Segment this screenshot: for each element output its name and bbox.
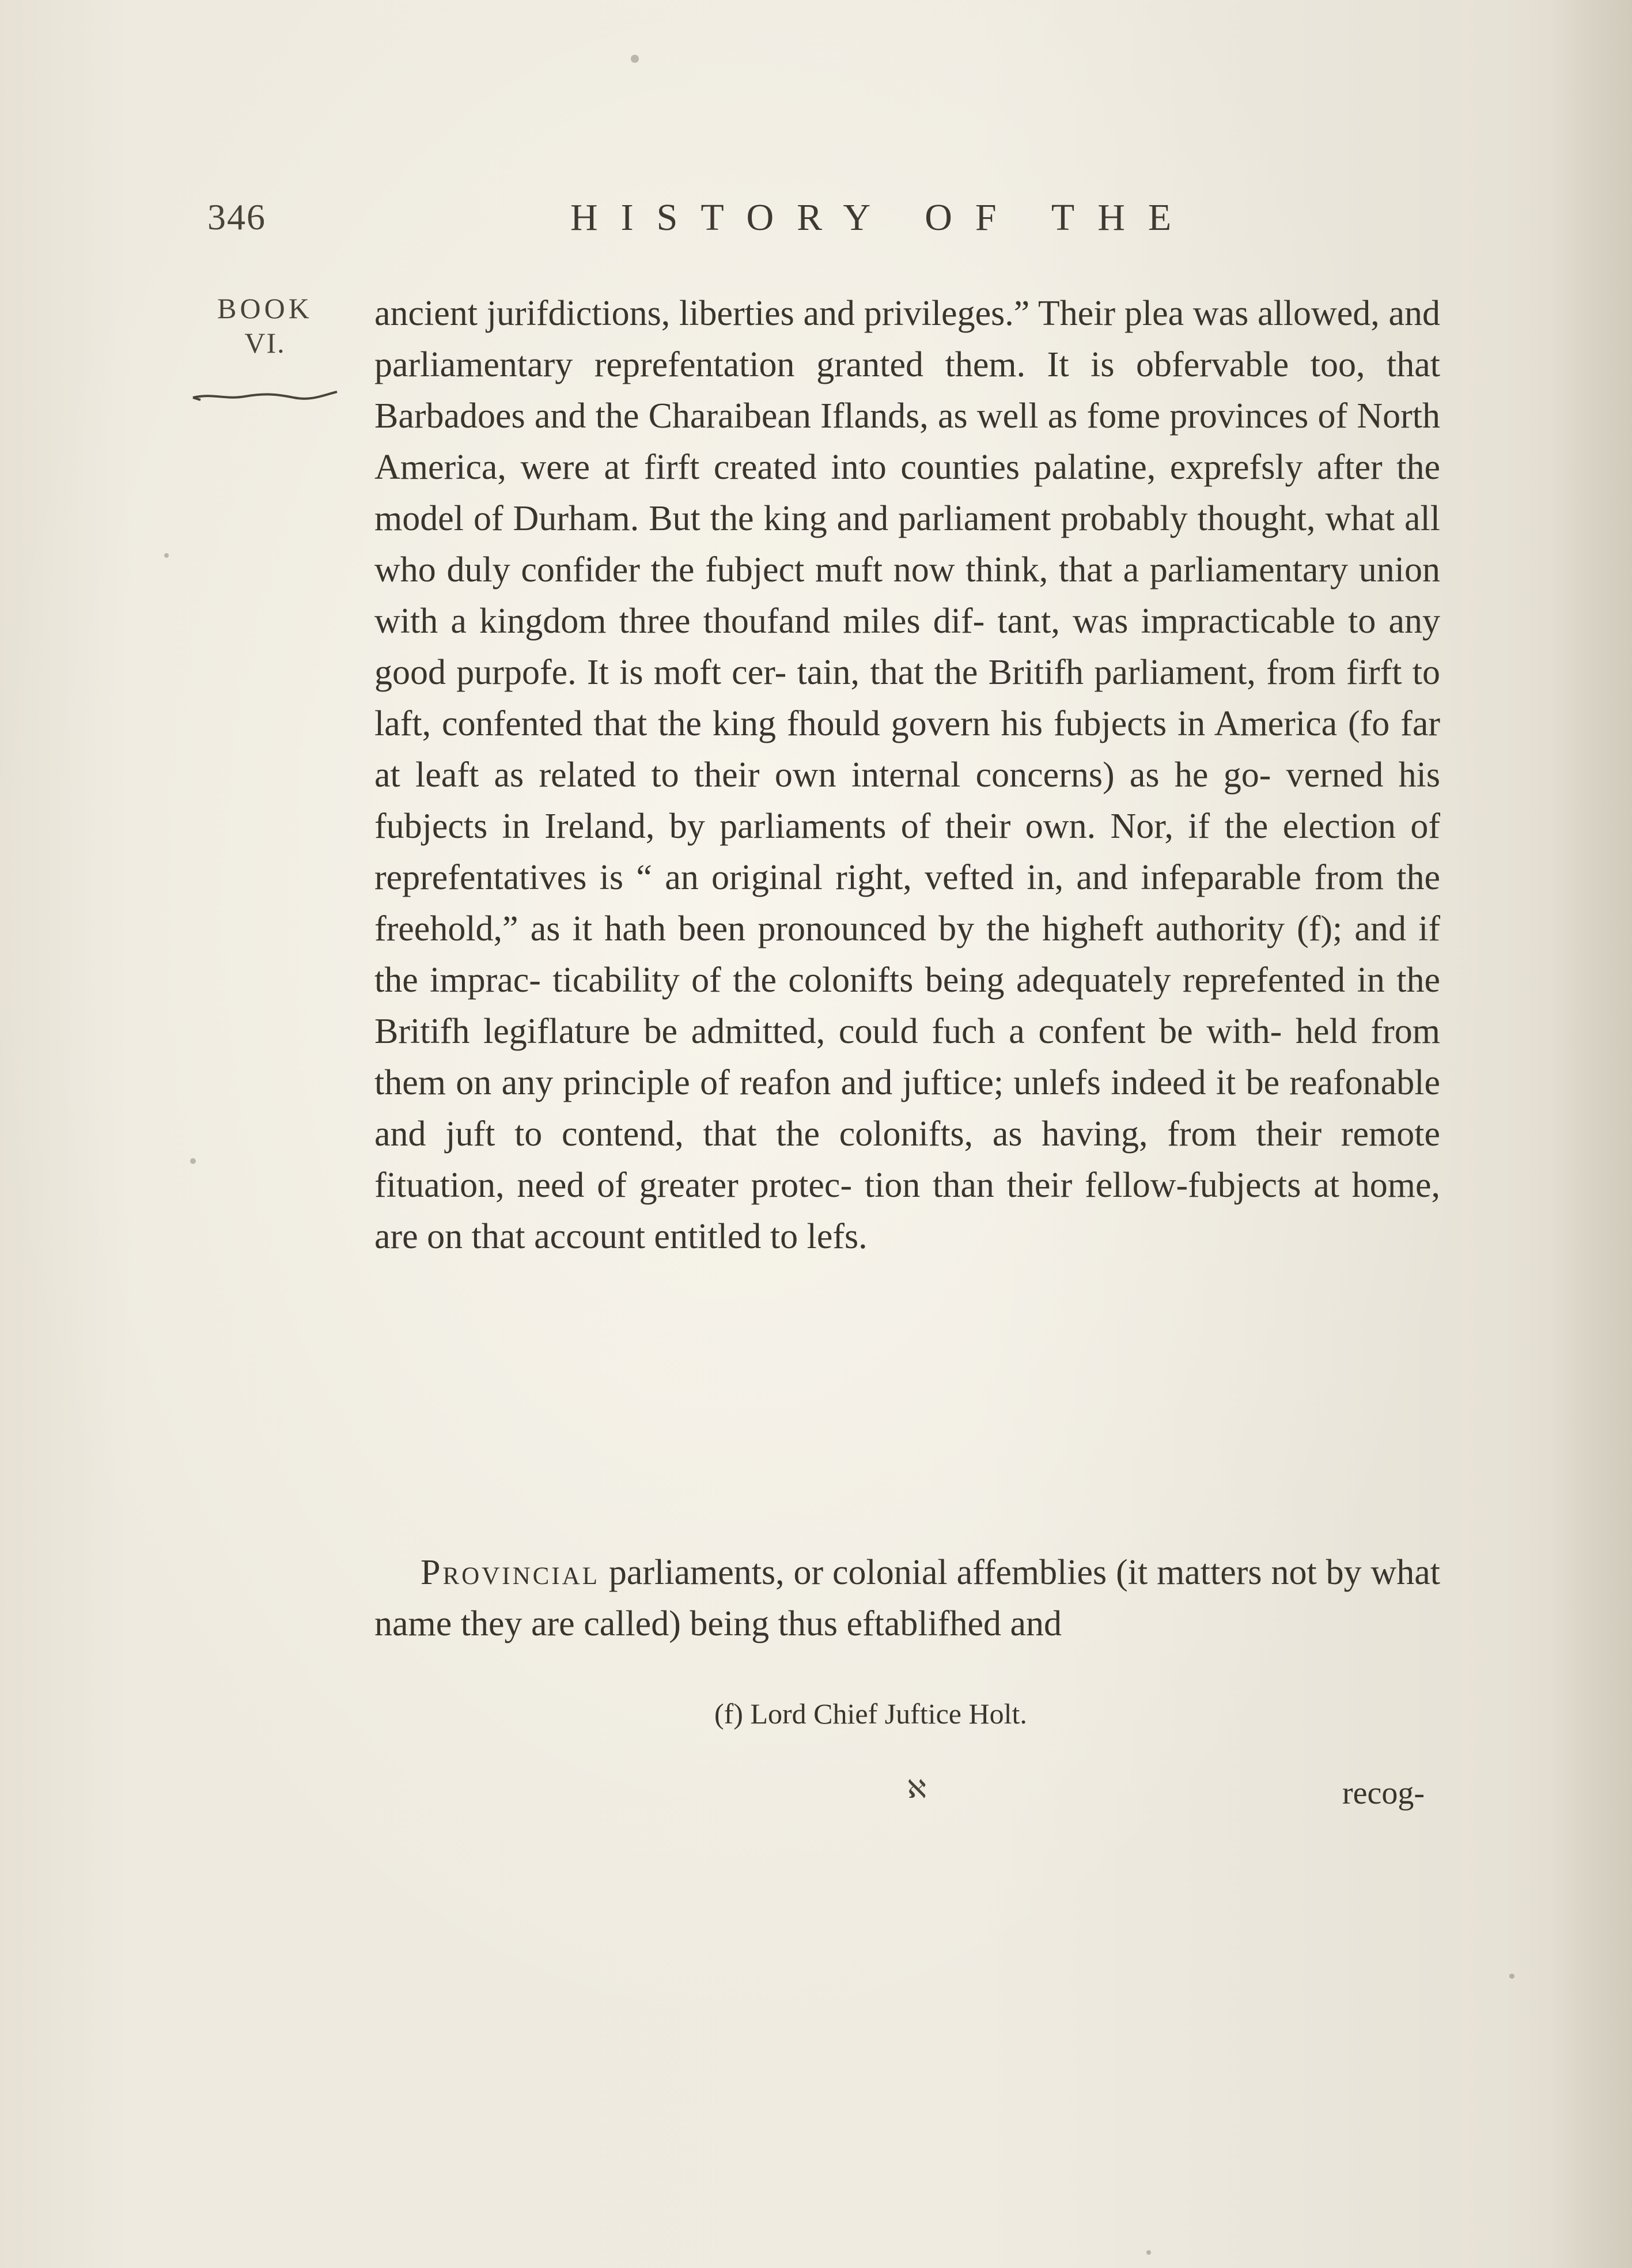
paper-speck [190, 1158, 196, 1164]
footnote: (f) Lord Chief Juftice Holt. [714, 1698, 1027, 1730]
paper-speck [631, 55, 639, 63]
margin-book-label: BOOK [217, 292, 313, 324]
body-paragraph-1 [374, 288, 1440, 1262]
paragraph-lead-word: Provincial [421, 1553, 600, 1592]
margin-flourish [190, 387, 340, 405]
page-edge-shadow [1551, 0, 1632, 2268]
page-number: 346 [207, 196, 266, 237]
paragraph-text: ancient jurifdictions, liberties and privileges.” Their plea was allowed, and parliamentary reprefentation granted them. It is obfervable too, that Barbadoes and the Charaibean Iflands, as well as fome provinces of North America, were at firft created into counties palatine, exprefsly after the model of Durham. But the king and parliament probably thought, what all who duly confider the fubject muft now think, that a parliamentary union with a kingdom three thoufand miles dif- tant, was impracticable to any good purpofe. It is moft cer- tain, that the Britifh parliament, from firft to laft, confented that the king fhould govern his fubjects in America (fo far at leaft as related to their own internal concerns) as he go- verned his fubjects in Ireland, by parliaments of their own. Nor, if the election of reprefentatives is “ an original right, vefted in, and infeparable from the freehold,” as it hath been pronounced by the higheft authority (f); and if the imprac- ticability of the colonifts being adequately reprefented in the Britifh legiflature be admitted, could fuch a confent be with- held from them on any principle of reafon and juftice; unlefs indeed it be reafonable and juft to contend, that the colonifts, as having, from their remote fituation, need of greater protec- tion than their fellow-fubjects at home, are on that account entitled to lefs. [374, 294, 1440, 1256]
catchword: recog- [1342, 1775, 1425, 1811]
running-title: HISTORY OF THE [570, 196, 1195, 239]
paper-speck [1509, 1974, 1514, 1979]
body-paragraph-2 [374, 1547, 1440, 1650]
signature-mark: ℵ [907, 1775, 926, 1804]
paragraph-text: parliaments, or colonial affemblies (it matters not by what name they are called) being thus eftablifhed and [374, 1553, 1440, 1643]
margin-note [190, 291, 340, 360]
paper-speck [164, 553, 169, 558]
paper-speck [1146, 2250, 1151, 2255]
running-head [207, 196, 1527, 254]
margin-volume-label: VI. [244, 327, 286, 359]
